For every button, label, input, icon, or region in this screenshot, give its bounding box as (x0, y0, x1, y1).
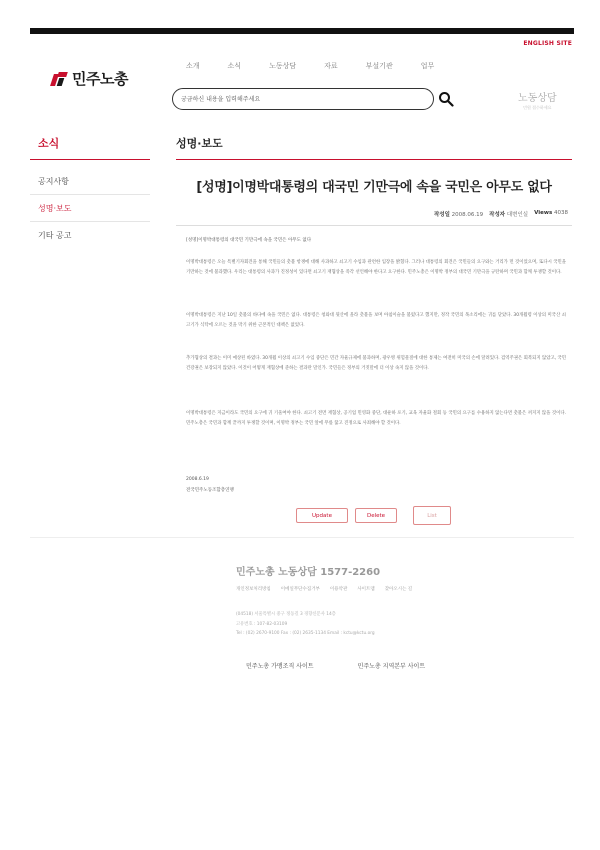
view-count: 4038 (554, 210, 568, 216)
author-label: 작성자 (489, 212, 506, 218)
page-title-divider (176, 159, 572, 160)
sidebar-item-notice[interactable]: 공지사항 (38, 177, 69, 186)
logo-text: 민주노총 (72, 70, 128, 88)
sign-date: 2008.6.19 (186, 477, 209, 482)
logo-mark-icon (52, 72, 68, 86)
main-nav (186, 61, 462, 71)
search-box (172, 88, 434, 110)
counsel-subtitle: 민원 접수하세요 (523, 105, 552, 110)
footer-link-privacy[interactable]: 개인정보처리방침 (236, 587, 271, 592)
footer-contact: Tel : (02) 2670-9100 Fax : (02) 2635-1134 Email : kctu@kctu.org (236, 631, 375, 636)
nav-item-work[interactable]: 업무 (420, 62, 435, 70)
article-paragraph: 추가협상의 결과는 이미 예상된 바였다. 30개월 이상의 쇠고기 수입 중단은 민간 자율규제에 불과하며, 광우병 위험물질에 대한 통제는 여전히 미국의 손에 달려있다. 검역주권은 회복되지 않았고, 국민 건강권은 보장되지 않았다. 이것이 어떻게 재협상에 준하는 결과란 말인가. 국민들은 정부의 거짓말에 더 이상 속지 않을 것이다. (186, 356, 566, 371)
footer-link-terms[interactable]: 이용약관 (329, 587, 348, 592)
views-label: Views (534, 210, 553, 216)
post-date: 2008.06.19 (451, 212, 484, 218)
footer-link-directions[interactable]: 찾아오시는 길 (384, 587, 413, 592)
footer-title: 민주노총 노동상담 1577-2260 (236, 567, 381, 578)
article-meta (434, 210, 568, 218)
top-bar (30, 28, 574, 34)
article-title: [성명]이명박대통령의 대국민 기만극에 속을 국민은 아무도 없다 (196, 180, 552, 195)
nav-item-intro[interactable]: 소개 (186, 62, 200, 70)
nav-item-counsel[interactable]: 노동상담 (269, 62, 297, 70)
counsel-title: 노동상담 (518, 93, 557, 104)
logo[interactable] (52, 68, 128, 89)
article-paragraph: 이명박대통령은 지금이라도 국민의 요구에 귀 기울여야 한다. 쇠고기 전면 재협상, 공기업 민영화 중단, 대운하 포기, 교육 자율화 철회 등 국민의 요구를 수용하지 않는다면 촛불은 꺼지지 않을 것이다. 민주노총은 국민과 함께 끝까지 투쟁할 것이며, 이명박 정부는 국민 앞에 무릎 꿇고 진정으로 사죄해야 할 것이다. (186, 411, 566, 426)
counsel-link[interactable] (518, 89, 557, 111)
date-label: 작성일 (433, 212, 450, 218)
nav-item-resources[interactable]: 자료 (324, 62, 338, 70)
footer-registration: 고유번호 : 107-82-03109 (236, 622, 288, 627)
update-button[interactable]: Update (296, 508, 348, 523)
english-site-link[interactable]: ENGLISH SITE (523, 40, 572, 47)
search-input[interactable] (181, 93, 421, 105)
footer-divider (30, 537, 574, 538)
meta-divider (176, 225, 572, 226)
footer-links (236, 586, 412, 592)
list-button[interactable]: List (413, 506, 451, 525)
sidebar-separator (30, 221, 150, 222)
footer-link-email-policy[interactable]: 이메일무단수집거부 (280, 587, 320, 592)
nav-item-news[interactable]: 소식 (227, 62, 242, 70)
article-lead: [성명]이명박대통령의 대국민 기만극에 속을 국민은 아무도 없다 (186, 238, 312, 243)
sidebar-title: 소식 (38, 137, 60, 150)
article-paragraph: 이명박대통령은 지난 10일 촛불의 바다에 속을 국민은 없다. 대통령은 청와대 뒷산에 올라 촛불을 보며 아침이슬을 불렀다고 했지만, 정작 국민의 목소리에는 귀를 닫았다. 30개월령 이상의 미국산 쇠고기가 식탁에 오르는 것을 막기 위한 근본적인 대책은 없었다. (186, 313, 566, 328)
footer-link-sitemap[interactable]: 사이트맵 (357, 587, 375, 592)
footer-site-link-affiliates[interactable]: 민주노총 가맹조직 사이트 (246, 663, 314, 670)
sign-organization: 전국민주노동조합총연맹 (186, 488, 234, 493)
article-paragraph: 이명박대통령은 오늘 특별기자회견을 통해 국민들의 촛불 항쟁에 대해 사과하고 쇠고기 수입과 관련한 입장을 밝혔다. 그러나 대통령의 회견은 국민들의 요구와는 거리가 먼 것이었으며, 또다시 국민을 기만하는 것에 불과했다. 우리는 대통령의 사과가 진정성이 있다면 쇠고기 재협상을 즉각 선언해야 한다고 요구한다. 민주노총은 이명박 정부의 대국민 기만극을 규탄하며 국민과 함께 투쟁할 것이다. (186, 260, 566, 275)
post-author: 대변인실 (506, 212, 529, 218)
sidebar-item-other-notices[interactable]: 기타 공고 (38, 231, 72, 240)
nav-item-affiliates[interactable]: 부설기관 (365, 62, 393, 70)
delete-button[interactable]: Delete (355, 508, 397, 523)
sidebar-item-statements[interactable]: 성명·보도 (38, 204, 72, 213)
sidebar-separator (30, 194, 150, 195)
footer-site-link-regional[interactable]: 민주노총 지역본부 사이트 (357, 663, 426, 670)
footer-address: (04518) 서울특별시 중구 정동길 3 경향신문사 14층 (236, 612, 336, 617)
sidebar-divider (30, 159, 150, 160)
footer-site-links (246, 661, 425, 670)
page-title: 성명·보도 (176, 137, 223, 150)
search-icon[interactable] (438, 91, 454, 107)
